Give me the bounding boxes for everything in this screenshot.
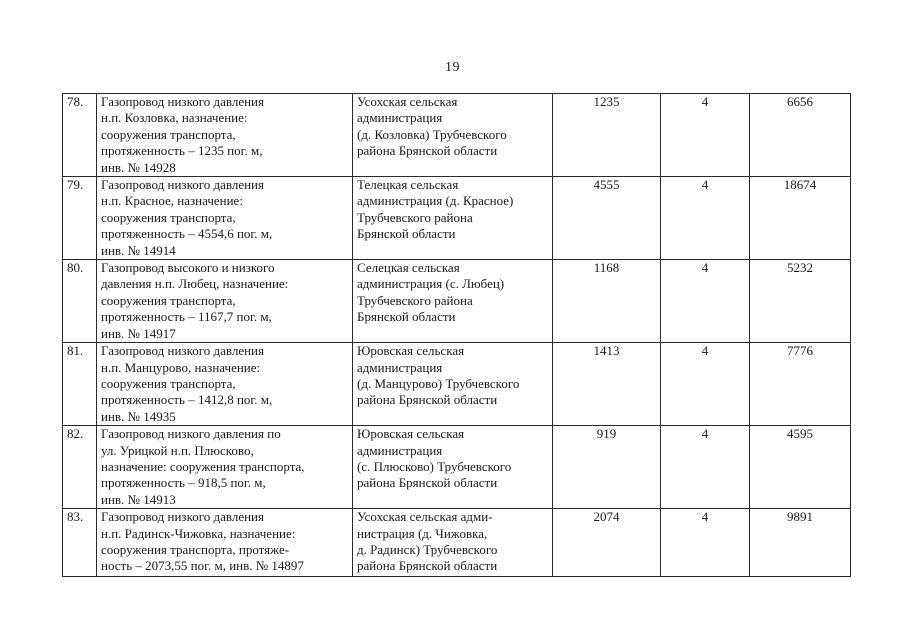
length-value: 1235 (553, 94, 661, 177)
administration-name: Юровская сельская администрация (д. Манцурово) Трубчевского района Брянской области (353, 343, 553, 426)
row-number: 80. (63, 260, 97, 343)
page-number: 19 (445, 60, 460, 75)
object-description: Газопровод низкого давления н.п. Красное, назначение: сооружения транспорта, протяженность – 4554,6 пог. м, инв. № 14914 (97, 177, 353, 260)
cost-value: 18674 (750, 177, 851, 260)
object-description: Газопровод низкого давления н.п. Радинск-Чижовка, назначение: сооружения транспорта, протяже- ность – 2073,55 пог. м, инв. № 14897 (97, 509, 353, 577)
diameter-value: 4 (661, 94, 750, 177)
length-value: 4555 (553, 177, 661, 260)
table-row (63, 94, 851, 177)
cost-value: 5232 (750, 260, 851, 343)
row-number: 83. (63, 509, 97, 577)
object-description: Газопровод высокого и низкого давления н.п. Любец, назначение: сооружения транспорта, протяженность – 1167,7 пог. м, инв. № 14917 (97, 260, 353, 343)
diameter-value: 4 (661, 177, 750, 260)
diameter-value: 4 (661, 509, 750, 577)
diameter-value: 4 (661, 260, 750, 343)
property-registry-table (62, 93, 851, 577)
diameter-value: 4 (661, 426, 750, 509)
administration-name: Телецкая сельская администрация (д. Красное) Трубчевского района Брянской области (353, 177, 553, 260)
row-number: 82. (63, 426, 97, 509)
cost-value: 9891 (750, 509, 851, 577)
administration-name: Усохская сельская адми- нистрация (д. Чижовка, д. Радинск) Трубчевского района Брянской области (353, 509, 553, 577)
length-value: 2074 (553, 509, 661, 577)
length-value: 1413 (553, 343, 661, 426)
length-value: 1168 (553, 260, 661, 343)
object-description: Газопровод низкого давления по ул. Урицкой н.п. Плюсково, назначение: сооружения транспорта, протяженность – 918,5 пог. м, инв. № 14913 (97, 426, 353, 509)
table-row (63, 260, 851, 343)
table-row (63, 343, 851, 426)
cost-value: 4595 (750, 426, 851, 509)
diameter-value: 4 (661, 343, 750, 426)
administration-name: Усохская сельская администрация (д. Козловка) Трубчевского района Брянской области (353, 94, 553, 177)
row-number: 78. (63, 94, 97, 177)
row-number: 79. (63, 177, 97, 260)
cost-value: 6656 (750, 94, 851, 177)
cost-value: 7776 (750, 343, 851, 426)
object-description: Газопровод низкого давления н.п. Козловка, назначение: сооружения транспорта, протяженность – 1235 пог. м, инв. № 14928 (97, 94, 353, 177)
object-description: Газопровод низкого давления н.п. Манцурово, назначение: сооружения транспорта, протяженность – 1412,8 пог. м, инв. № 14935 (97, 343, 353, 426)
administration-name: Селецкая сельская администрация (с. Любец) Трубчевского района Брянской области (353, 260, 553, 343)
table-row (63, 426, 851, 509)
administration-name: Юровская сельская администрация (с. Плюсково) Трубчевского района Брянской области (353, 426, 553, 509)
table-row (63, 509, 851, 577)
table-row (63, 177, 851, 260)
row-number: 81. (63, 343, 97, 426)
length-value: 919 (553, 426, 661, 509)
